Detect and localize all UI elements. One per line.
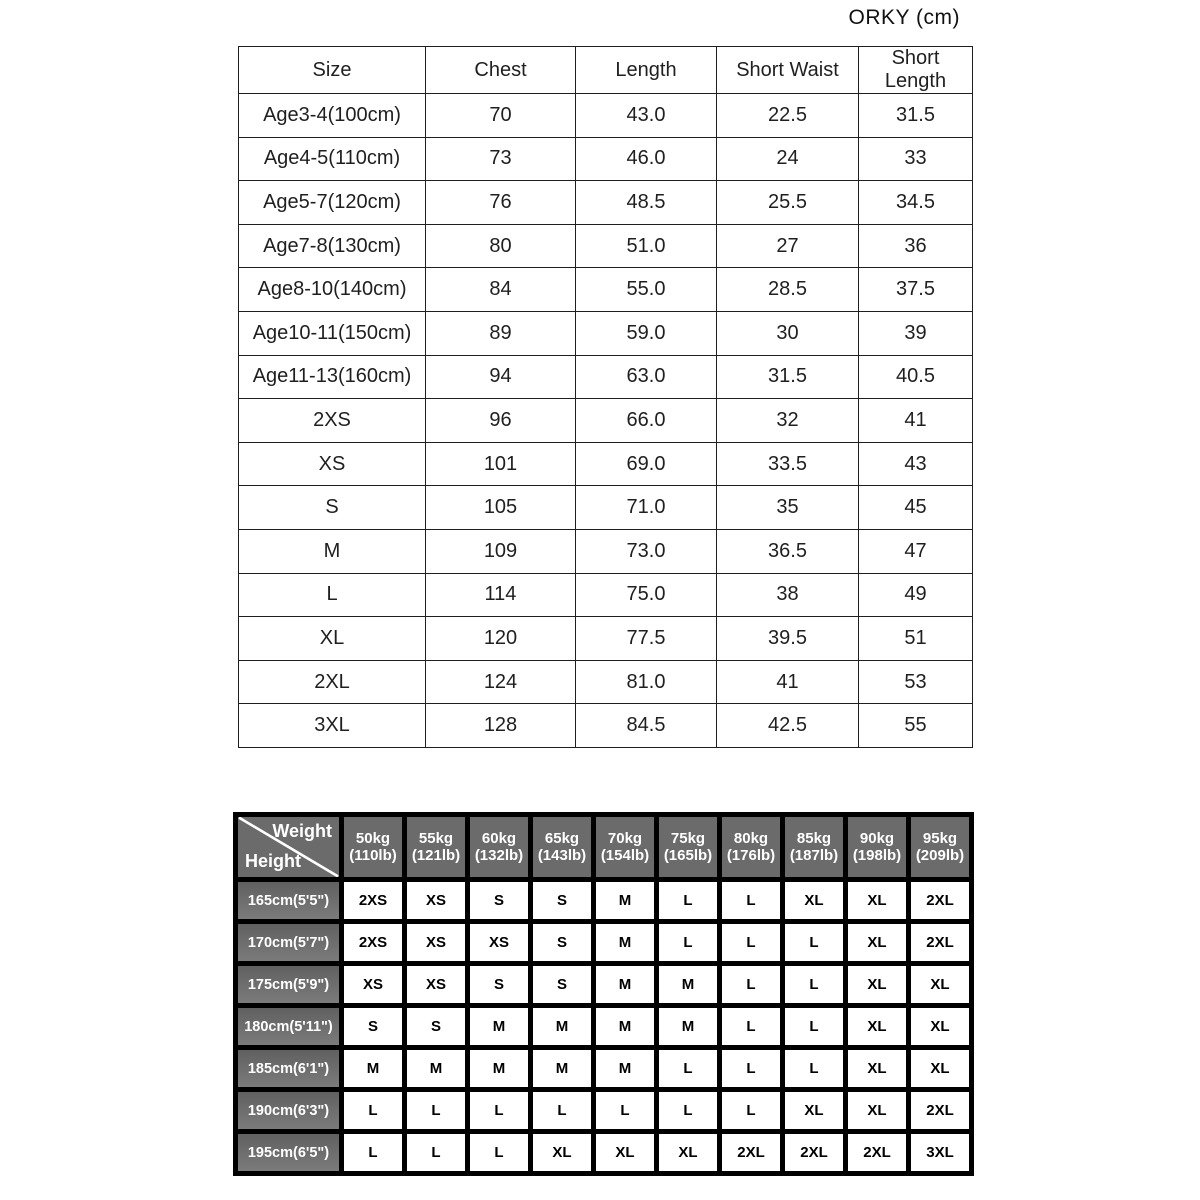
measurement-value-cell: 41 [717,660,859,704]
size-label-cell: XS [239,442,426,486]
measurement-value-cell: 53 [859,660,973,704]
weight-kg-label: 70kg [607,829,643,847]
recommended-size-cell: L [659,882,717,919]
size-col-header-4: Short Length [859,47,973,94]
recommended-size-cell: XS [470,924,528,961]
measurement-value-cell: 31.5 [717,355,859,399]
recommended-size-cell: S [407,1008,465,1045]
size-label-cell: Age10-11(150cm) [239,311,426,355]
weight-lb-label: (165lb) [663,847,713,864]
size-label-cell: Age5-7(120cm) [239,181,426,225]
recommended-size-cell: M [596,1008,654,1045]
measurement-value-cell: 38 [717,573,859,617]
weight-col-header [407,817,465,877]
size-table-row [239,704,973,748]
recommended-size-cell: 2XS [344,882,402,919]
measurement-value-cell: 109 [426,529,576,573]
measurement-value-cell: 48.5 [576,181,717,225]
height-row-header: 175cm(5'9") [238,966,339,1003]
recommended-size-cell: L [470,1092,528,1129]
measurement-value-cell: 55 [859,704,973,748]
measurement-value-cell: 43.0 [576,94,717,138]
recommended-size-cell: XL [848,882,906,919]
measurement-value-cell: 25.5 [717,181,859,225]
measurement-value-cell: 51.0 [576,224,717,268]
height-row-header: 195cm(6'5") [238,1134,339,1171]
unit-label: ORKY (cm) [848,6,960,29]
size-col-header-3: Short Waist [717,47,859,94]
measurement-value-cell: 73 [426,137,576,181]
measurement-value-cell: 80 [426,224,576,268]
recommended-size-cell: S [470,966,528,1003]
measurement-value-cell: 66.0 [576,399,717,443]
measurement-value-cell: 124 [426,660,576,704]
measurement-value-cell: 77.5 [576,617,717,661]
size-label-cell: L [239,573,426,617]
measurement-value-cell: 42.5 [717,704,859,748]
measurement-value-cell: 51 [859,617,973,661]
size-table-row [239,660,973,704]
height-row-header: 180cm(5'11") [238,1008,339,1045]
weight-lb-label: (110lb) [349,847,397,864]
recommended-size-cell: M [659,1008,717,1045]
weight-col-header [596,817,654,877]
measurement-value-cell: 30 [717,311,859,355]
measurement-value-cell: 75.0 [576,573,717,617]
recommended-size-cell: XL [848,1008,906,1045]
size-label-cell: 3XL [239,704,426,748]
size-label-cell: S [239,486,426,530]
size-table-header-row [239,47,973,94]
recommended-size-cell: M [596,1050,654,1087]
measurement-value-cell: 24 [717,137,859,181]
recommended-size-cell: XS [344,966,402,1003]
recommended-size-cell: L [470,1134,528,1171]
recommended-size-cell: L [722,882,780,919]
height-row-header: 170cm(5'7") [238,924,339,961]
recommended-size-cell: L [722,924,780,961]
measurement-value-cell: 71.0 [576,486,717,530]
recommended-size-cell: XS [407,882,465,919]
recommended-size-cell: XL [596,1134,654,1171]
recommended-size-cell: L [533,1092,591,1129]
size-label-cell: Age8-10(140cm) [239,268,426,312]
measurement-value-cell: 81.0 [576,660,717,704]
size-label-cell: 2XL [239,660,426,704]
recommended-size-cell: S [344,1008,402,1045]
weight-lb-label: (209lb) [915,847,965,864]
height-row-header: 185cm(6'1") [238,1050,339,1087]
recommended-size-cell: XL [911,1008,969,1045]
size-table-row [239,486,973,530]
size-label-cell: M [239,529,426,573]
recommended-size-cell: M [596,924,654,961]
recommended-size-cell: L [407,1134,465,1171]
weight-lb-label: (154lb) [600,847,650,864]
measurement-value-cell: 55.0 [576,268,717,312]
height-row-header: 190cm(6'3") [238,1092,339,1129]
measurement-value-cell: 36 [859,224,973,268]
recommended-size-cell: L [785,924,843,961]
measurement-value-cell: 128 [426,704,576,748]
recommended-size-cell: M [407,1050,465,1087]
recommended-size-cell: XL [848,1050,906,1087]
measurement-value-cell: 31.5 [859,94,973,138]
recommended-size-cell: L [785,966,843,1003]
recommended-size-cell: S [533,924,591,961]
weight-kg-label: 80kg [733,829,769,847]
recommended-size-cell: L [407,1092,465,1129]
size-table-row [239,224,973,268]
weight-kg-label: 50kg [355,829,391,847]
measurement-value-cell: 76 [426,181,576,225]
height-row-header: 165cm(5'5") [238,882,339,919]
measurement-value-cell: 22.5 [717,94,859,138]
weight-col-header [470,817,528,877]
weight-lb-label: (198lb) [852,847,902,864]
measurement-value-cell: 63.0 [576,355,717,399]
weight-col-header [659,817,717,877]
fit-table-header-row [238,817,969,877]
recommended-size-cell: S [533,882,591,919]
measurement-value-cell: 47 [859,529,973,573]
recommended-size-cell: M [470,1008,528,1045]
size-table-row [239,617,973,661]
recommended-size-cell: XS [407,924,465,961]
size-label-cell: 2XS [239,399,426,443]
recommended-size-cell: 2XL [911,924,969,961]
fit-table-body [238,882,969,1171]
recommended-size-cell: S [470,882,528,919]
size-col-header-0: Size [239,47,426,94]
size-table-row [239,181,973,225]
weight-kg-label: 55kg [418,829,454,847]
recommended-size-cell: L [659,1050,717,1087]
weight-col-header [785,817,843,877]
measurement-value-cell: 101 [426,442,576,486]
measurement-value-cell: 94 [426,355,576,399]
recommended-size-cell: L [596,1092,654,1129]
weight-kg-label: 75kg [670,829,706,847]
measurement-value-cell: 84.5 [576,704,717,748]
recommended-size-cell: XL [911,1050,969,1087]
recommended-size-cell: L [722,1050,780,1087]
recommended-size-cell: XL [785,882,843,919]
fit-table-row [238,882,969,919]
measurement-value-cell: 39.5 [717,617,859,661]
fit-table-row [238,1050,969,1087]
measurement-value-cell: 46.0 [576,137,717,181]
recommended-size-cell: M [659,966,717,1003]
size-table-row [239,137,973,181]
weight-col-header [344,817,402,877]
measurement-value-cell: 49 [859,573,973,617]
recommended-size-cell: XL [911,966,969,1003]
size-label-cell: Age4-5(110cm) [239,137,426,181]
weight-lb-label: (187lb) [789,847,839,864]
measurement-value-cell: 39 [859,311,973,355]
recommended-size-cell: XL [785,1092,843,1129]
recommended-size-cell: L [722,966,780,1003]
corner-height-label: Height [245,851,301,872]
measurement-value-cell: 36.5 [717,529,859,573]
measurement-value-cell: 27 [717,224,859,268]
measurement-value-cell: 34.5 [859,181,973,225]
size-label-cell: Age11-13(160cm) [239,355,426,399]
fit-table-row [238,1008,969,1045]
recommended-size-cell: 2XL [722,1134,780,1171]
recommended-size-cell: L [344,1134,402,1171]
recommended-size-cell: 3XL [911,1134,969,1171]
size-label-cell: Age3-4(100cm) [239,94,426,138]
weight-kg-label: 85kg [796,829,832,847]
weight-lb-label: (121lb) [411,847,461,864]
weight-col-header [848,817,906,877]
size-table-row [239,311,973,355]
recommended-size-cell: XL [848,966,906,1003]
recommended-size-cell: L [785,1008,843,1045]
measurement-value-cell: 69.0 [576,442,717,486]
recommended-size-cell: L [722,1092,780,1129]
measurement-value-cell: 32 [717,399,859,443]
recommended-size-cell: L [785,1050,843,1087]
fit-table-row [238,966,969,1003]
size-table-row [239,94,973,138]
weight-kg-label: 90kg [859,829,895,847]
measurement-value-cell: 43 [859,442,973,486]
size-col-header-2: Length [576,47,717,94]
recommended-size-cell: XL [848,1092,906,1129]
size-table-row [239,399,973,443]
size-table-row [239,355,973,399]
weight-kg-label: 95kg [922,829,958,847]
measurement-value-cell: 89 [426,311,576,355]
measurement-value-cell: 33 [859,137,973,181]
recommended-size-cell: M [596,966,654,1003]
size-label-cell: XL [239,617,426,661]
weight-col-header [533,817,591,877]
recommended-size-cell: M [470,1050,528,1087]
measurement-value-cell: 33.5 [717,442,859,486]
weight-col-header [722,817,780,877]
recommended-size-cell: 2XL [848,1134,906,1171]
measurement-value-cell: 59.0 [576,311,717,355]
size-table-row [239,573,973,617]
size-table [238,46,973,748]
measurement-value-cell: 96 [426,399,576,443]
size-table-row [239,442,973,486]
recommended-size-cell: XL [533,1134,591,1171]
recommended-size-cell: M [533,1050,591,1087]
recommended-size-cell: M [533,1008,591,1045]
measurement-value-cell: 84 [426,268,576,312]
size-label-cell: Age7-8(130cm) [239,224,426,268]
fit-table [233,812,974,1176]
weight-lb-label: (132lb) [474,847,524,864]
weight-lb-label: (176lb) [726,847,776,864]
weight-col-header [911,817,969,877]
recommended-size-cell: 2XL [785,1134,843,1171]
measurement-value-cell: 73.0 [576,529,717,573]
weight-kg-label: 65kg [544,829,580,847]
size-col-header-1: Chest [426,47,576,94]
recommended-size-cell: 2XL [911,1092,969,1129]
weight-lb-label: (143lb) [537,847,587,864]
recommended-size-cell: 2XL [911,882,969,919]
recommended-size-cell: XL [848,924,906,961]
recommended-size-cell: XS [407,966,465,1003]
recommended-size-cell: 2XS [344,924,402,961]
fit-table-row [238,924,969,961]
measurement-value-cell: 45 [859,486,973,530]
size-table-row [239,268,973,312]
recommended-size-cell: XL [659,1134,717,1171]
recommended-size-cell: M [596,882,654,919]
size-table-body [239,94,973,748]
recommended-size-cell: L [344,1092,402,1129]
recommended-size-cell: S [533,966,591,1003]
fit-table-row [238,1092,969,1129]
measurement-value-cell: 120 [426,617,576,661]
size-table-row [239,529,973,573]
measurement-value-cell: 40.5 [859,355,973,399]
measurement-value-cell: 105 [426,486,576,530]
corner-cell [238,817,339,877]
measurement-value-cell: 37.5 [859,268,973,312]
measurement-value-cell: 28.5 [717,268,859,312]
recommended-size-cell: L [659,1092,717,1129]
corner-weight-label: Weight [272,821,332,841]
recommended-size-cell: M [344,1050,402,1087]
recommended-size-cell: L [722,1008,780,1045]
measurement-value-cell: 114 [426,573,576,617]
measurement-value-cell: 35 [717,486,859,530]
measurement-value-cell: 70 [426,94,576,138]
measurement-value-cell: 41 [859,399,973,443]
fit-table-row [238,1134,969,1171]
weight-kg-label: 60kg [481,829,517,847]
recommended-size-cell: L [659,924,717,961]
